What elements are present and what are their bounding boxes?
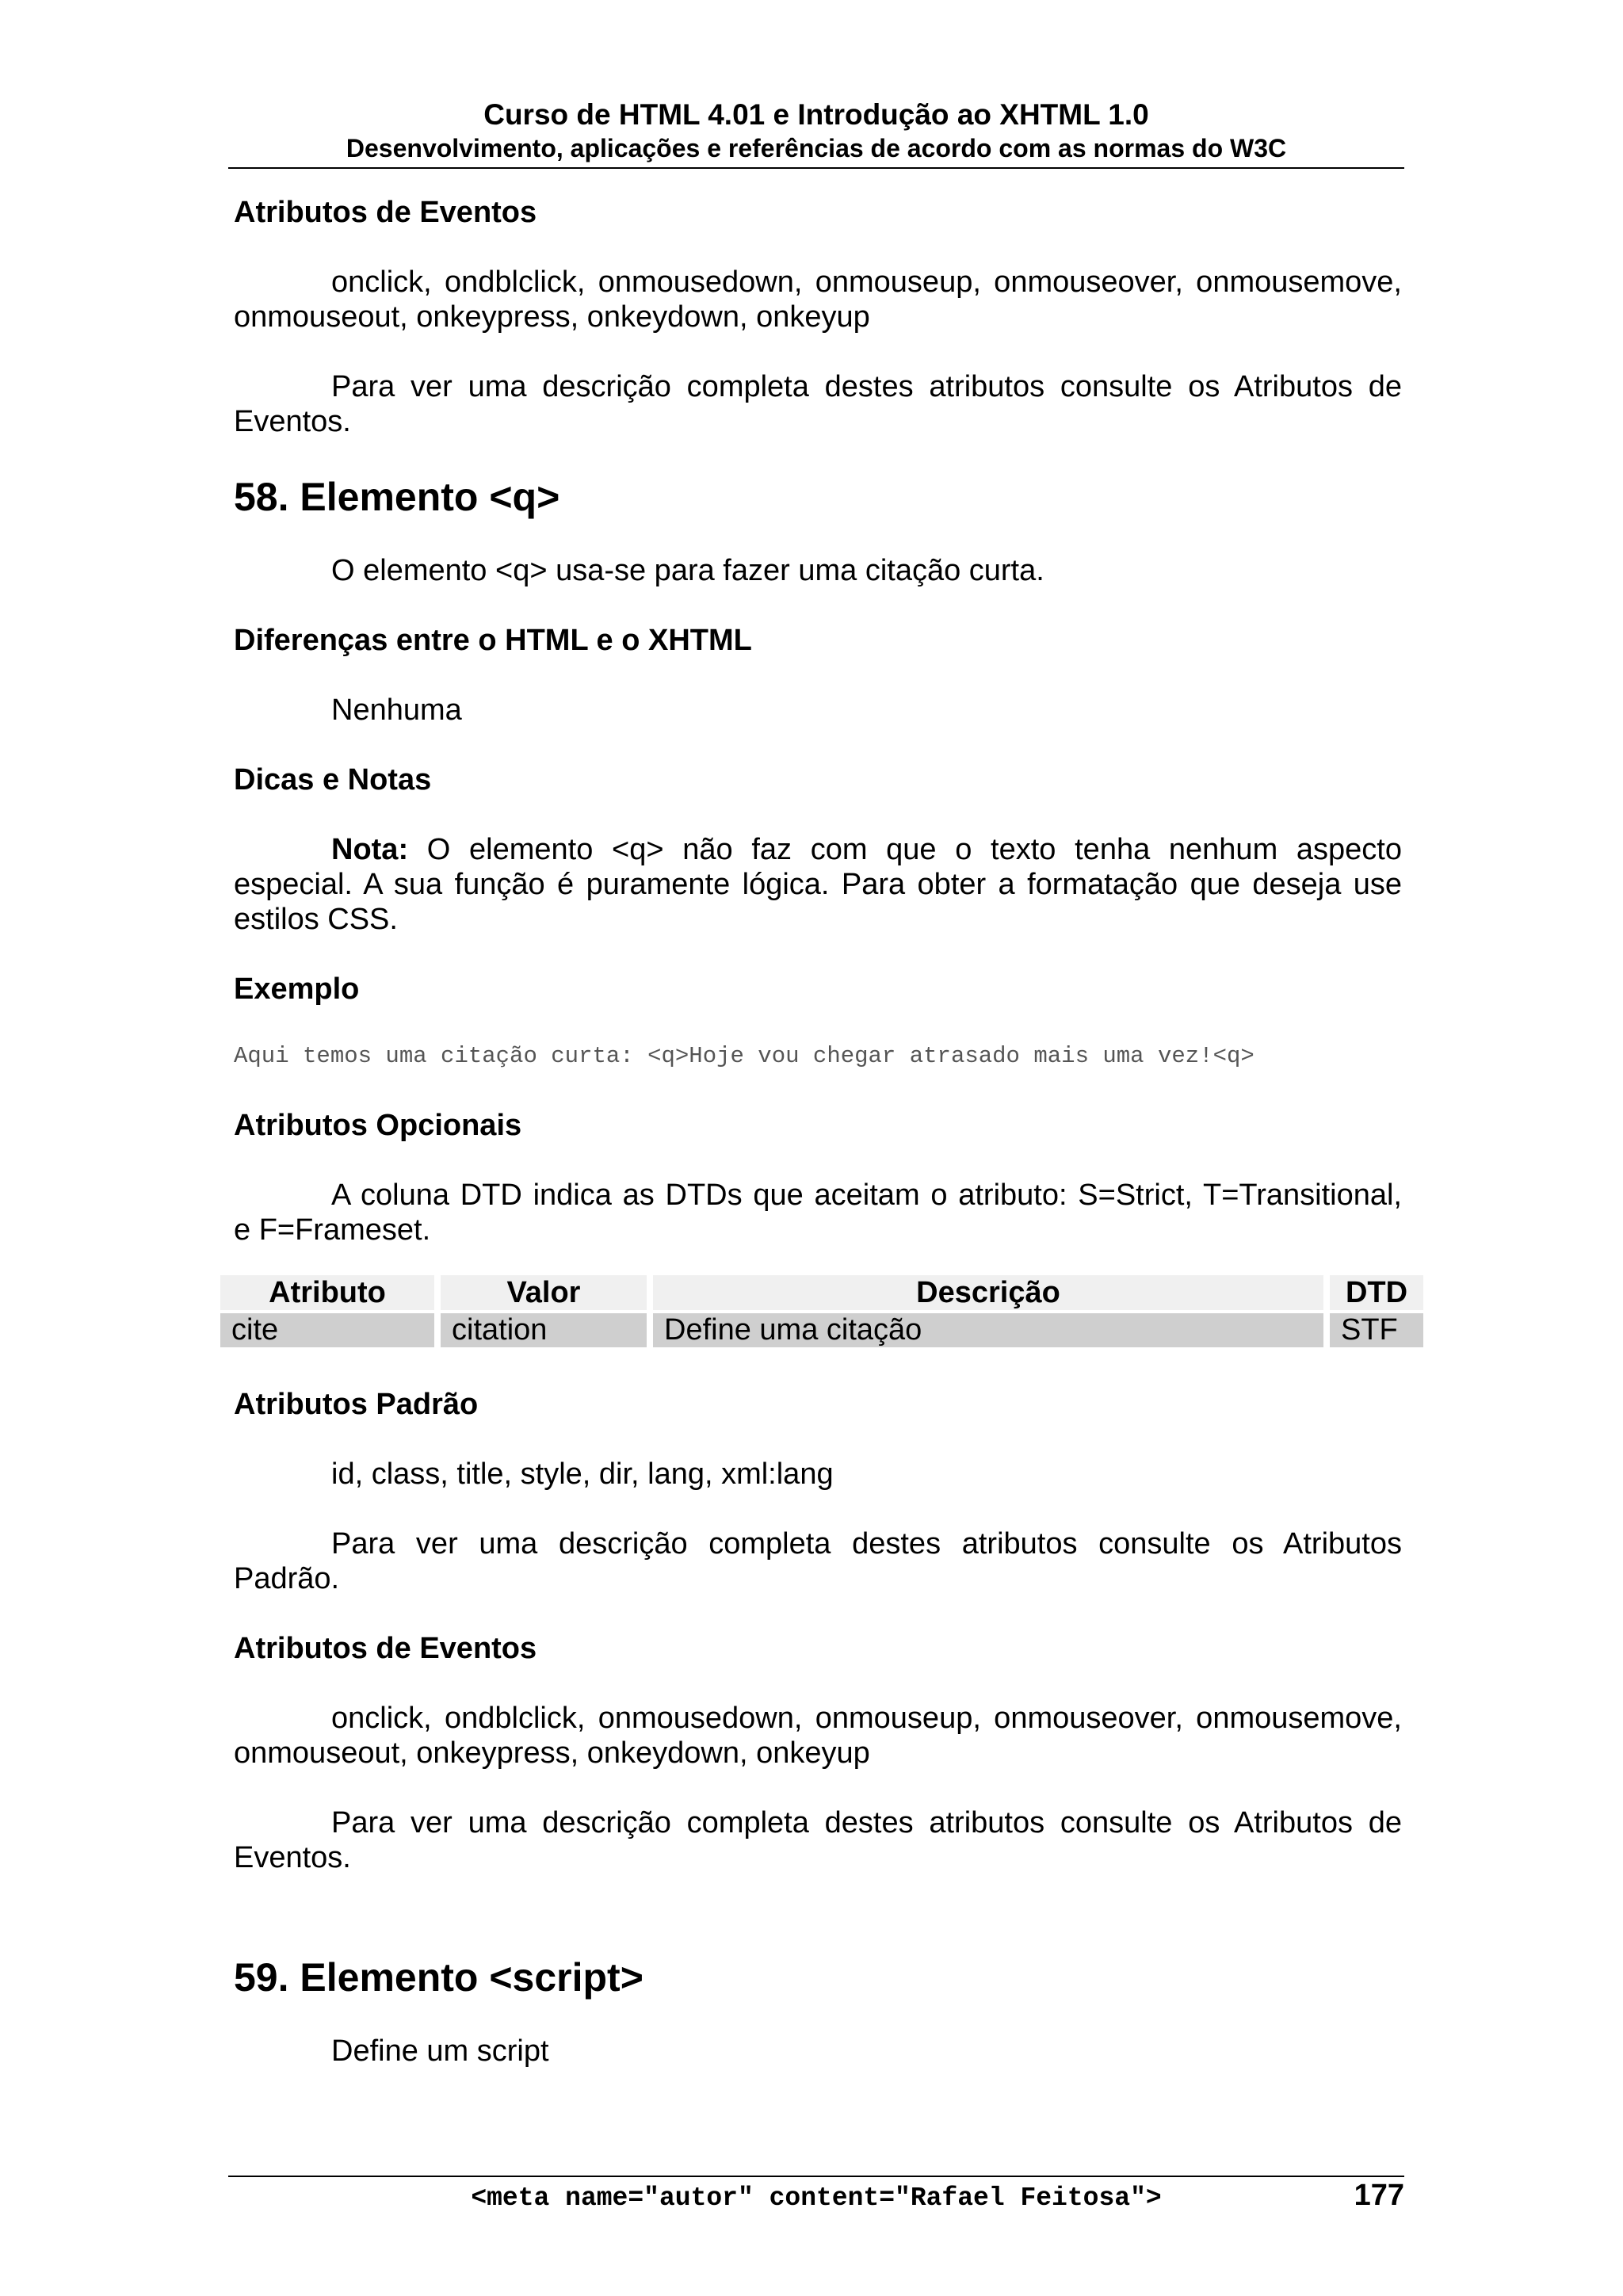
optional-heading: Atributos Opcionais — [234, 1109, 522, 1142]
table-cell: Define uma citação — [653, 1313, 1323, 1347]
note-label: Nota: — [331, 833, 409, 866]
header-title: Curso de HTML 4.01 e Introdução ao XHTML 1.0 — [483, 98, 1149, 131]
section-title-element-q: 58. Elemento <q> — [234, 475, 560, 519]
table-header-row — [220, 1275, 1423, 1310]
standard-list: id, class, title, style, dir, lang, xml:lang — [331, 1457, 834, 1491]
footer-code: <meta name="autor" content="Rafael Feitosa"> — [471, 2183, 1162, 2213]
header-rule — [228, 167, 1404, 169]
element-q-intro: O elemento <q> usa-se para fazer uma citação curta. — [331, 554, 1044, 587]
header-subtitle: Desenvolvimento, aplicações e referências de acordo com as normas do W3C — [346, 134, 1287, 162]
diff-text: Nenhuma — [331, 693, 462, 727]
events-desc-1: Para ver uma descrição completa destes atributos consulte os Atributos de Eventos. — [234, 370, 1402, 438]
table-cell: citation — [441, 1313, 647, 1347]
table-header-cell: DTD — [1330, 1275, 1423, 1310]
optional-desc: A coluna DTD indica as DTDs que aceitam o atributo: S=Strict, T=Transitional, e F=Frameset. — [234, 1179, 1402, 1247]
note-paragraph: Nota: O elemento <q> não faz com que o texto tenha nenhum aspecto especial. A sua função é puramente lógica. Para obter a formatação que deseja use estilos CSS. — [234, 833, 1402, 936]
table-header-cell: Descrição — [653, 1275, 1323, 1310]
page-number: 177 — [1354, 2179, 1404, 2212]
section-title-element-script: 59. Elemento <script> — [234, 1955, 643, 2000]
example-heading: Exemplo — [234, 972, 360, 1006]
section-heading-events-1: Atributos de Eventos — [234, 196, 537, 229]
table-header-cell: Valor — [441, 1275, 647, 1310]
example-code: Aqui temos uma citação curta: <q>Hoje vou chegar atrasado mais uma vez!<q> — [234, 1043, 1254, 1069]
standard-heading: Atributos Padrão — [234, 1388, 479, 1421]
events-list-1: onclick, ondblclick, onmousedown, onmouseup, onmouseover, onmousemove, onmouseout, onkeypress, onkeydown, onkeyup — [234, 266, 1402, 334]
attributes-table — [214, 1272, 1430, 1350]
standard-desc: Para ver uma descrição completa destes atributos consulte os Atributos Padrão. — [234, 1527, 1402, 1595]
element-script-intro: Define um script — [331, 2034, 549, 2068]
table-cell: cite — [220, 1313, 434, 1347]
table-header-cell: Atributo — [220, 1275, 434, 1310]
table-row — [220, 1313, 1423, 1347]
footer-rule — [228, 2176, 1404, 2177]
events-desc-2: Para ver uma descrição completa destes atributos consulte os Atributos de Eventos. — [234, 1806, 1402, 1874]
table-cell: STF — [1330, 1313, 1423, 1347]
tips-heading: Dicas e Notas — [234, 763, 432, 797]
section-heading-events-2: Atributos de Eventos — [234, 1632, 537, 1665]
diff-heading: Diferenças entre o HTML e o XHTML — [234, 624, 752, 657]
events-list-2: onclick, ondblclick, onmousedown, onmouseup, onmouseover, onmousemove, onmouseout, onkeypress, onkeydown, onkeyup — [234, 1702, 1402, 1770]
